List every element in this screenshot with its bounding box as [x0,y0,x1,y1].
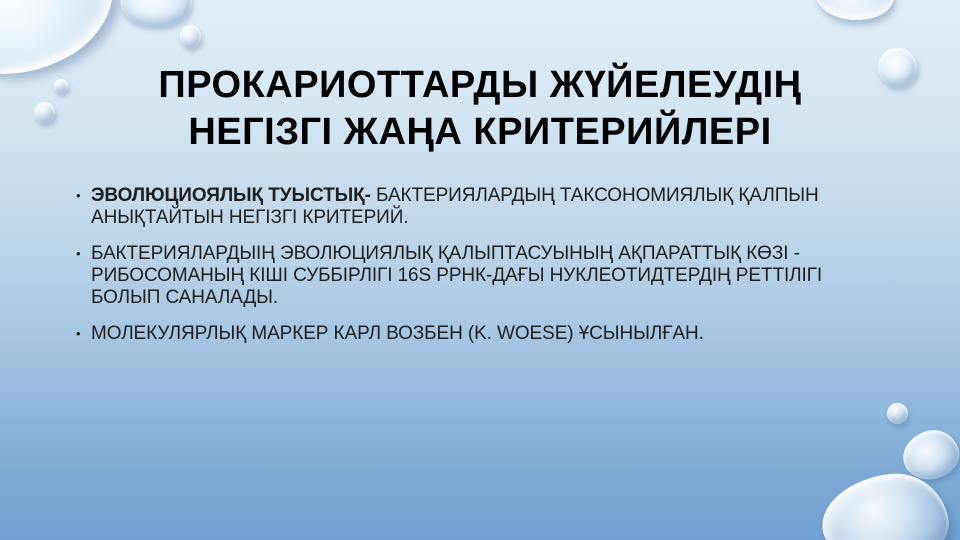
slide-title-line1: ПРОКАРИОТТАРДЫ ЖҮЙЕЛЕУДІҢ [158,64,802,106]
water-droplet-top-right [813,0,897,25]
bullet-marker: • [76,246,81,261]
bullet-text-1-bold: ЭВОЛЮЦИОЯЛЫҚ ТУЫСТЫҚ- [91,185,371,206]
bullet-text-3-regular: МОЛЕКУЛЯРЛЫҚ МАРКЕР КАРЛ ВОЗБЕН (K. WOESE) ҰСЫНЫЛҒАН. [91,323,704,344]
water-droplet-small-left [34,102,55,123]
bullet-text-2-regular: БАКТЕРИЯЛАРДЫІҢ ЭВОЛЮЦИЯЛЫҚ ҚАЛЫПТАСУЫНЫҢ АҚПАРАТТЫҚ КӨЗІ - РИБОСОМАНЫҢ КІШІ СУББІРЛІГІ 16S РРНК-ДАҒЫ НУКЛЕОТИДТЕРДІҢ РЕТТІЛІГІ БОЛЫП САНАЛАДЫ. [91,243,823,308]
bullet-item-1 [76,185,888,229]
slide-title-line2: НЕГІЗГІ ЖАҢА КРИТЕРИЙЛЕРІ [188,111,772,153]
water-droplet-top-blob [118,0,194,30]
bullet-item-3 [76,323,888,345]
bullet-text-1 [91,185,888,229]
bullet-text-2 [91,243,888,309]
slide-title [55,62,905,156]
water-droplet-bottom-right-small [887,403,908,424]
bullet-text-1-regular: БАКТЕРИЯЛАРДЫҢ ТАКСОНОМИЯЛЫҚ ҚАЛПЫН АНЫҚТАЙТЫН НЕГІЗГІ КРИТЕРИЙ. [91,185,819,228]
bullet-marker: • [76,326,81,341]
bullet-text-3 [91,323,888,345]
bullet-item-2 [76,243,888,309]
water-droplet-top-small-oval [180,25,201,48]
bullet-marker: • [76,188,81,203]
slide-body [76,185,888,359]
